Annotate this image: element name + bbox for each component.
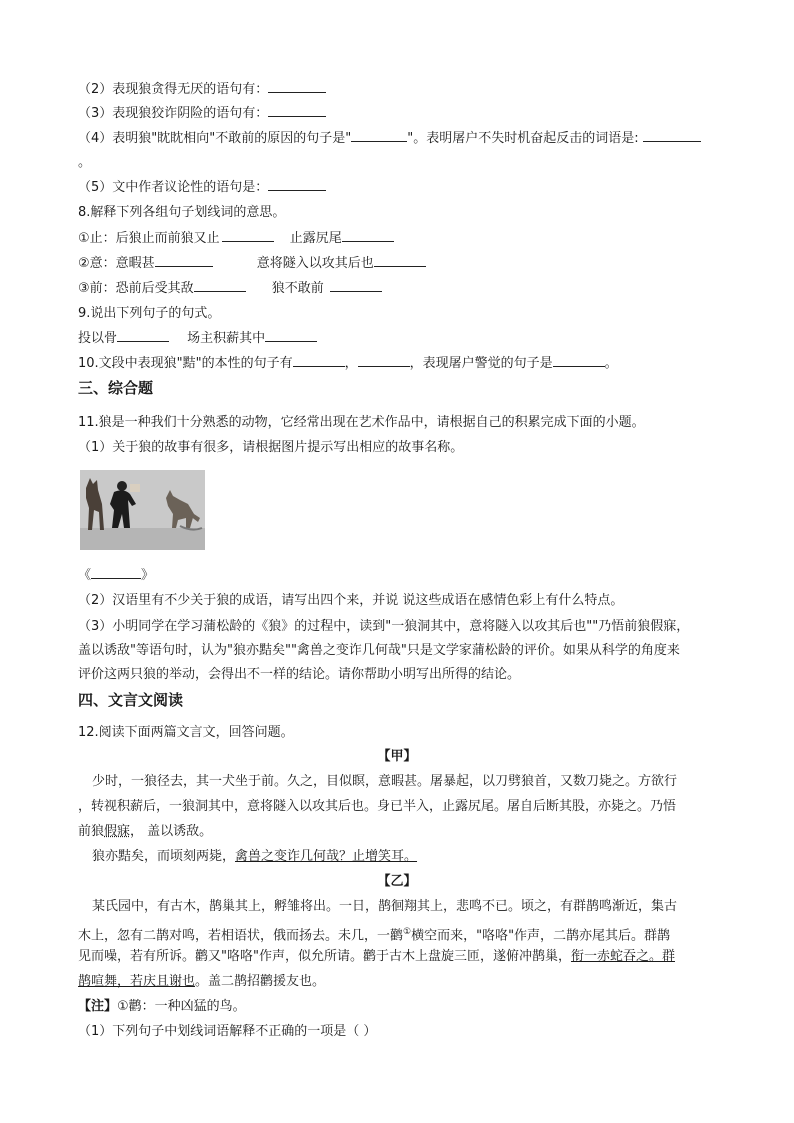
- q7-item-4-end: 。: [78, 155, 92, 170]
- q11-item-2: （2）汉语里有不少关于狼的成语，请写出四个来，并说 说这些成语在感情色彩上有什么特点。: [78, 593, 624, 608]
- passage-a-line: 前狼假寐， 盖以诱敌。: [78, 824, 213, 839]
- passage-b-line: 木上，忽有二鹊对鸣，若相语状，俄而扬去。未几，一鹳①横空而来，"咯咯"作声，二鹊亦尾其后。群鹊: [78, 927, 671, 944]
- q8-row-2: ②意：意暇甚 意将隧入以攻其后也: [78, 254, 426, 274]
- passage-b-line: 鹊喧舞，若庆且谢也。盖二鹊招鹳援友也。: [78, 974, 326, 989]
- q12-sub-1: （1）下列句子中划线词语解释不正确的一项是（ ）: [78, 1024, 377, 1039]
- q9-items: 投以骨 场主积薪其中: [78, 329, 317, 349]
- passage-a-line: 少时，一狼径去，其一犬坐于前。久之，目似瞑，意暇甚。屠暴起，以刀劈狼首，又数刀毙之。方欲行: [92, 774, 678, 789]
- passage-a-title: 【甲】: [377, 749, 417, 764]
- q11-item-3-line-3: 评价这两只狼的举动，会得出不一样的结论。请你帮助小明写出所得的结论。: [78, 667, 521, 682]
- answer-blank[interactable]: [553, 354, 605, 367]
- passage-b-line: 某氏园中，有古木，鹊巢其上，孵雏将出。一日，鹊徊翔其上，悲鸣不已。顷之，有群鹊鸣渐近，集古: [92, 899, 678, 914]
- q11-answer-book: 《 》: [78, 568, 155, 583]
- q8-row-3: ③前：恐前后受其敌 狼不敢前: [78, 279, 382, 299]
- answer-blank[interactable]: [222, 229, 274, 242]
- q11-item-1: （1）关于狼的故事有很多，请根据图片提示写出相应的故事名称。: [78, 440, 464, 455]
- answer-blank[interactable]: [374, 254, 426, 267]
- passage-a-line: ，转视积薪后，一狼洞其中，意将隧入以攻其后也。身已半入，止露尻尾。屠自后断其股，亦毙之。乃悟: [78, 799, 677, 814]
- answer-blank[interactable]: [91, 566, 141, 579]
- footnote: 【注】①鹳：一种凶猛的鸟。: [78, 999, 246, 1014]
- answer-blank[interactable]: [117, 329, 169, 342]
- section-heading-4: 四、文言文阅读: [78, 691, 184, 709]
- q11-item-3-line-2: 盖以诱敌"等语句时，认为"狼亦黠矣""禽兽之变诈几何哉"只是文学家蒲松龄的评价。如果从科学的角度来: [78, 643, 680, 658]
- q8-stem: 8.解释下列各组句子划线词的意思。: [78, 205, 286, 220]
- q7-item-2: （2）表现狼贪得无厌的语句有：: [78, 80, 326, 100]
- q12-stem: 12.阅读下面两篇文言文，回答问题。: [78, 725, 294, 740]
- answer-blank[interactable]: [268, 80, 326, 93]
- q8-row-1: ①止：后狼止而前狼又止 止露尻尾: [78, 229, 394, 249]
- answer-blank[interactable]: [358, 354, 410, 367]
- answer-blank[interactable]: [342, 229, 394, 242]
- answer-blank[interactable]: [330, 279, 382, 292]
- q11-stem: 11.狼是一种我们十分熟悉的动物，它经常出现在艺术作品中，请根据自己的积累完成下面的小题。: [78, 415, 645, 430]
- section-heading-3: 三、综合题: [78, 379, 154, 397]
- q9-stem: 9.说出下列句子的句式。: [78, 306, 221, 321]
- answer-blank[interactable]: [293, 354, 345, 367]
- answer-blank[interactable]: [265, 329, 317, 342]
- q7-item-5: （5）文中作者议论性的语句是：: [78, 178, 326, 198]
- passage-a-line: 狼亦黠矣，而顷刻两毙，禽兽之变诈几何哉？止增笑耳。: [92, 849, 418, 864]
- passage-b-line: 见而噪，若有所诉。鹳又"咯咯"作声，似允所请。鹳于古木上盘旋三匝，遂俯冲鹊巢，衔一赤蛇吞之。群: [78, 949, 675, 964]
- passage-b-title: 【乙】: [377, 874, 417, 889]
- q7-item-4: （4）表明狼"眈眈相向"不敢前的原因的句子是" "。表明屠户不失时机奋起反击的词语是:: [78, 129, 701, 149]
- answer-blank[interactable]: [643, 129, 701, 142]
- answer-blank[interactable]: [155, 254, 213, 267]
- q10: 10.文段中表现狼"黠"的本性的句子有 ， ，表现屠户警觉的句子是 。: [78, 356, 618, 371]
- answer-blank[interactable]: [268, 178, 326, 191]
- wolf-story-illustration: [80, 470, 205, 550]
- answer-blank[interactable]: [194, 279, 246, 292]
- answer-blank[interactable]: [351, 129, 407, 142]
- q11-item-3-line-1: （3）小明同学在学习蒲松龄的《狼》的过程中，读到"一狼洞其中，意将隧入以攻其后也""乃悟前狼假寐，: [78, 619, 690, 634]
- q7-item-3: （3）表现狼狡诈阴险的语句有：: [78, 104, 326, 124]
- answer-blank[interactable]: [268, 104, 326, 117]
